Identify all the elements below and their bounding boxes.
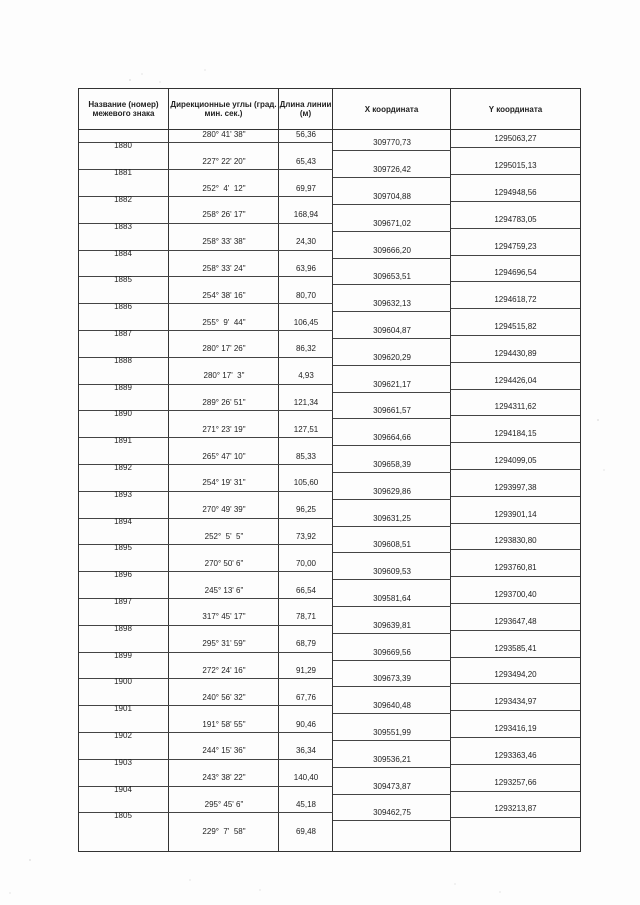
row-divider bbox=[333, 686, 451, 687]
directional-angle-cell: 295° 31' 59" bbox=[202, 639, 246, 649]
y-coordinate-cell: 1295063,27 bbox=[494, 134, 537, 144]
point-name-cell: 1888 bbox=[114, 355, 132, 365]
directional-angle-cell: 252° 4' 12" bbox=[202, 183, 246, 193]
point-name-cell: 1884 bbox=[114, 248, 132, 258]
directional-angle-cell: 255° 9' 44" bbox=[202, 317, 246, 327]
point-name-cell: 1892 bbox=[114, 463, 132, 472]
point-name-cell: 1883 bbox=[114, 221, 132, 231]
table-header bbox=[79, 89, 580, 130]
point-name-cell: 1897 bbox=[114, 597, 132, 606]
y-coordinate-cell: 1294618,72 bbox=[494, 295, 537, 305]
x-coordinate-cell: 309704,88 bbox=[373, 192, 411, 201]
row-divider bbox=[451, 576, 580, 577]
line-length-cell: 96,25 bbox=[295, 505, 317, 515]
y-coordinate-cell: 1293647,48 bbox=[494, 616, 537, 626]
row-divider bbox=[333, 794, 451, 795]
y-coordinate-cell: 1293997,38 bbox=[494, 482, 537, 492]
row-divider bbox=[333, 526, 451, 527]
x-coordinate-cell: 309671,02 bbox=[373, 218, 411, 228]
line-length-cell: 56,36 bbox=[295, 130, 317, 139]
row-divider bbox=[451, 415, 580, 416]
row-divider bbox=[451, 174, 580, 175]
row-divider bbox=[333, 499, 451, 500]
point-name-cell: 1902 bbox=[114, 731, 132, 740]
x-coordinate-cell: 309639,81 bbox=[373, 620, 411, 630]
y-coordinate-cell: 1294515,82 bbox=[494, 322, 537, 331]
y-coordinate-cell: 1293363,46 bbox=[494, 750, 537, 760]
x-coordinate-cell: 309620,29 bbox=[373, 352, 411, 362]
directional-angle-cell: 252° 5' 5" bbox=[204, 532, 244, 541]
point-name-cell: 1882 bbox=[114, 195, 132, 204]
x-coordinate-cell: 309770,73 bbox=[373, 138, 411, 148]
x-coordinate-cell: 309462,75 bbox=[373, 808, 411, 818]
line-length-cell: 80,70 bbox=[295, 290, 317, 300]
row-divider bbox=[333, 713, 451, 714]
line-length-cell: 106,45 bbox=[293, 317, 319, 327]
row-divider bbox=[451, 549, 580, 550]
x-coordinate-cell: 309658,39 bbox=[373, 460, 411, 469]
x-coordinate-cell: 309536,21 bbox=[373, 754, 411, 764]
y-coordinate-cell: 1293257,66 bbox=[494, 777, 537, 787]
x-coordinate-cell: 309661,57 bbox=[373, 406, 411, 416]
y-coordinate-cell: 1294426,04 bbox=[494, 375, 537, 385]
line-length-cell: 168,94 bbox=[293, 210, 319, 220]
point-name-cell: 1890 bbox=[114, 409, 132, 419]
row-divider bbox=[451, 335, 580, 336]
line-length-cell: 67,76 bbox=[295, 692, 317, 702]
header-y-coordinate: Y координата bbox=[488, 104, 543, 114]
table-body bbox=[79, 129, 580, 851]
line-length-cell: 4,93 bbox=[298, 371, 314, 381]
y-coordinate-cell: 1293585,41 bbox=[494, 643, 537, 653]
row-divider bbox=[333, 740, 451, 741]
row-divider bbox=[451, 710, 580, 711]
directional-angle-cell: 317° 45' 17" bbox=[202, 612, 246, 622]
x-coordinate-cell: 309621,17 bbox=[373, 379, 411, 389]
point-name-cell: 1881 bbox=[114, 168, 132, 178]
x-coordinate-cell: 309666,20 bbox=[373, 245, 411, 255]
line-length-cell: 68,79 bbox=[295, 639, 317, 649]
x-coordinate-cell: 309551,99 bbox=[373, 728, 411, 737]
line-length-cell: 91,29 bbox=[295, 666, 317, 675]
point-name-cell: 1885 bbox=[114, 275, 132, 285]
point-name-cell: 1898 bbox=[114, 623, 132, 633]
directional-angle-cell: 258° 26' 17" bbox=[202, 210, 246, 220]
line-length-cell: 36,34 bbox=[295, 746, 317, 756]
y-coordinate-cell: 1293494,20 bbox=[494, 670, 537, 680]
row-divider bbox=[451, 442, 580, 443]
line-length-cell: 45,18 bbox=[295, 800, 317, 809]
row-divider bbox=[333, 472, 451, 473]
row-divider bbox=[333, 633, 451, 634]
row-divider bbox=[333, 579, 451, 580]
row-divider bbox=[451, 764, 580, 765]
row-divider bbox=[451, 389, 580, 390]
line-length-cell: 90,46 bbox=[295, 719, 317, 729]
row-divider bbox=[451, 683, 580, 684]
x-coordinate-cell: 309604,87 bbox=[373, 326, 411, 335]
y-coordinate-cell: 1293700,40 bbox=[494, 590, 537, 599]
point-name-cell: 1903 bbox=[114, 757, 132, 767]
point-name-cell: 1886 bbox=[114, 302, 132, 312]
row-divider bbox=[333, 418, 451, 419]
row-divider bbox=[333, 284, 451, 285]
row-divider bbox=[333, 660, 451, 661]
row-divider bbox=[451, 737, 580, 738]
line-length-cell: 127,51 bbox=[293, 424, 319, 434]
row-divider bbox=[333, 150, 451, 151]
y-coordinate-cell: 1294783,05 bbox=[494, 214, 537, 224]
row-divider bbox=[451, 362, 580, 363]
line-length-cell: 24,30 bbox=[295, 237, 317, 247]
line-length-cell: 69,97 bbox=[295, 183, 317, 193]
line-length-cell: 140,40 bbox=[293, 773, 319, 783]
row-divider bbox=[333, 258, 451, 259]
y-coordinate-cell: 1293901,14 bbox=[494, 509, 537, 519]
header-line-length: Длина линии (м) bbox=[279, 89, 333, 129]
y-coordinate-cell: 1294099,05 bbox=[494, 456, 537, 465]
directional-angle-cell: 280° 17' 3" bbox=[203, 371, 245, 381]
y-coordinate-cell: 1294759,23 bbox=[494, 241, 537, 251]
x-coordinate-cell: 309653,51 bbox=[373, 272, 411, 282]
point-name-cell: 1887 bbox=[114, 329, 132, 338]
directional-angle-cell: 272° 24' 16" bbox=[202, 666, 246, 675]
row-divider bbox=[451, 201, 580, 202]
x-coordinate-cell: 309473,87 bbox=[373, 781, 411, 791]
point-name-cell: 1896 bbox=[114, 570, 132, 580]
directional-angle-cell: 289° 26' 51" bbox=[202, 398, 246, 407]
x-coordinate-cell: 309669,56 bbox=[373, 647, 411, 657]
row-divider bbox=[333, 338, 451, 339]
directional-angle-cell: 254° 19' 31" bbox=[202, 478, 246, 488]
y-coordinate-cell: 1294311,62 bbox=[494, 402, 537, 412]
y-coordinate-cell: 1293416,19 bbox=[494, 724, 537, 733]
directional-angle-cell: 280° 17' 26" bbox=[202, 344, 246, 354]
row-divider bbox=[333, 365, 451, 366]
row-divider bbox=[333, 311, 451, 312]
row-divider bbox=[333, 231, 451, 232]
point-name-cell: 1899 bbox=[114, 650, 132, 660]
directional-angle-cell: 295° 45' 6" bbox=[204, 800, 244, 809]
x-coordinate-cell: 309608,51 bbox=[373, 540, 411, 550]
directional-angle-cell: 270° 49' 39" bbox=[202, 505, 246, 515]
line-length-cell: 65,43 bbox=[295, 156, 317, 166]
point-name-cell: 1900 bbox=[114, 677, 132, 687]
directional-angle-cell: 191° 58' 55" bbox=[202, 719, 246, 729]
directional-angle-cell: 280° 41' 38" bbox=[202, 130, 246, 139]
directional-angle-cell: 254° 38' 16" bbox=[202, 290, 246, 300]
y-coordinate-cell: 1294430,89 bbox=[494, 348, 537, 358]
point-name-cell: 1889 bbox=[114, 382, 132, 392]
line-length-cell: 121,34 bbox=[293, 398, 319, 407]
x-coordinate-cell: 309640,48 bbox=[373, 701, 411, 711]
y-coordinate-cell: 1294184,15 bbox=[494, 429, 537, 439]
line-length-cell: 66,54 bbox=[295, 585, 317, 595]
point-name-cell: 1894 bbox=[114, 516, 132, 526]
point-name-cell: 1893 bbox=[114, 489, 132, 499]
row-divider bbox=[451, 496, 580, 497]
y-coordinate-cell: 1293434,97 bbox=[494, 697, 537, 707]
line-length-cell: 86,32 bbox=[295, 344, 317, 354]
line-length-cell: 70,00 bbox=[295, 558, 317, 568]
row-divider bbox=[451, 603, 580, 604]
x-coordinate-cell: 309609,53 bbox=[373, 567, 411, 577]
x-coordinate-cell: 309629,86 bbox=[373, 486, 411, 496]
directional-angle-cell: 270° 50' 6" bbox=[204, 558, 244, 568]
directional-angle-cell: 229° 7' 58" bbox=[202, 826, 246, 836]
x-coordinate-cell: 309581,64 bbox=[373, 594, 411, 603]
line-length-cell: 69,48 bbox=[295, 826, 317, 836]
row-divider bbox=[333, 392, 451, 393]
directional-angle-cell: 265° 47' 10" bbox=[202, 451, 246, 461]
row-divider bbox=[451, 657, 580, 658]
row-divider bbox=[333, 177, 451, 178]
row-divider bbox=[333, 204, 451, 205]
row-divider bbox=[333, 767, 451, 768]
directional-angle-cell: 243° 38' 22" bbox=[202, 773, 246, 783]
y-coordinate-cell: 1293760,81 bbox=[494, 563, 537, 573]
row-divider bbox=[451, 147, 580, 148]
directional-angle-cell: 271° 23' 19" bbox=[202, 424, 246, 434]
boundary-coordinates-table bbox=[78, 88, 581, 852]
directional-angle-cell: 240° 56' 32" bbox=[202, 692, 246, 702]
y-coordinate-cell: 1293213,87 bbox=[494, 804, 537, 814]
point-name-cell: 1891 bbox=[114, 436, 132, 446]
x-coordinate-cell: 309631,25 bbox=[373, 513, 411, 523]
point-name-cell: 1880 bbox=[114, 141, 132, 151]
line-length-cell: 85,33 bbox=[295, 451, 317, 461]
point-name-cell: 1895 bbox=[114, 543, 132, 553]
y-coordinate-cell: 1294696,54 bbox=[494, 268, 537, 278]
point-name-cell: 1805 bbox=[114, 811, 132, 821]
row-divider bbox=[451, 469, 580, 470]
point-name-cell: 1904 bbox=[114, 784, 132, 794]
y-coordinate-cell: 1295015,13 bbox=[494, 161, 537, 171]
row-divider bbox=[451, 281, 580, 282]
row-divider bbox=[451, 308, 580, 309]
y-coordinate-cell: 1293830,80 bbox=[494, 536, 537, 546]
directional-angle-cell: 227° 22' 20" bbox=[202, 156, 246, 166]
point-name-cell: 1901 bbox=[114, 704, 132, 714]
line-length-cell: 63,96 bbox=[295, 264, 317, 273]
row-divider bbox=[451, 630, 580, 631]
header-x-coordinate: X координата bbox=[333, 89, 451, 129]
x-coordinate-cell: 309673,39 bbox=[373, 674, 411, 684]
row-divider bbox=[333, 606, 451, 607]
row-divider bbox=[333, 820, 451, 821]
x-coordinate-cell: 309664,66 bbox=[373, 433, 411, 443]
row-divider bbox=[451, 255, 580, 256]
directional-angle-cell: 258° 33' 38" bbox=[202, 237, 246, 247]
row-divider bbox=[451, 523, 580, 524]
directional-angle-cell: 244° 15' 36" bbox=[202, 746, 246, 756]
y-coordinate-cell: 1294948,56 bbox=[494, 188, 537, 197]
directional-angle-cell: 245° 13' 6" bbox=[204, 585, 244, 595]
x-coordinate-cell: 309726,42 bbox=[373, 165, 411, 175]
x-coordinate-cell: 309632,13 bbox=[373, 299, 411, 309]
row-divider bbox=[333, 552, 451, 553]
header-point-name: Название (номер) межевого знака bbox=[79, 89, 169, 129]
row-divider bbox=[451, 228, 580, 229]
line-length-cell: 78,71 bbox=[295, 612, 317, 622]
row-divider bbox=[451, 791, 580, 792]
header-directional-angle: Дирекционные углы (град. мин. сек.) bbox=[169, 89, 279, 129]
row-divider bbox=[333, 445, 451, 446]
line-length-cell: 73,92 bbox=[295, 532, 317, 541]
row-divider bbox=[451, 817, 580, 818]
directional-angle-cell: 258° 33' 24" bbox=[202, 264, 246, 273]
line-length-cell: 105,60 bbox=[293, 478, 319, 488]
